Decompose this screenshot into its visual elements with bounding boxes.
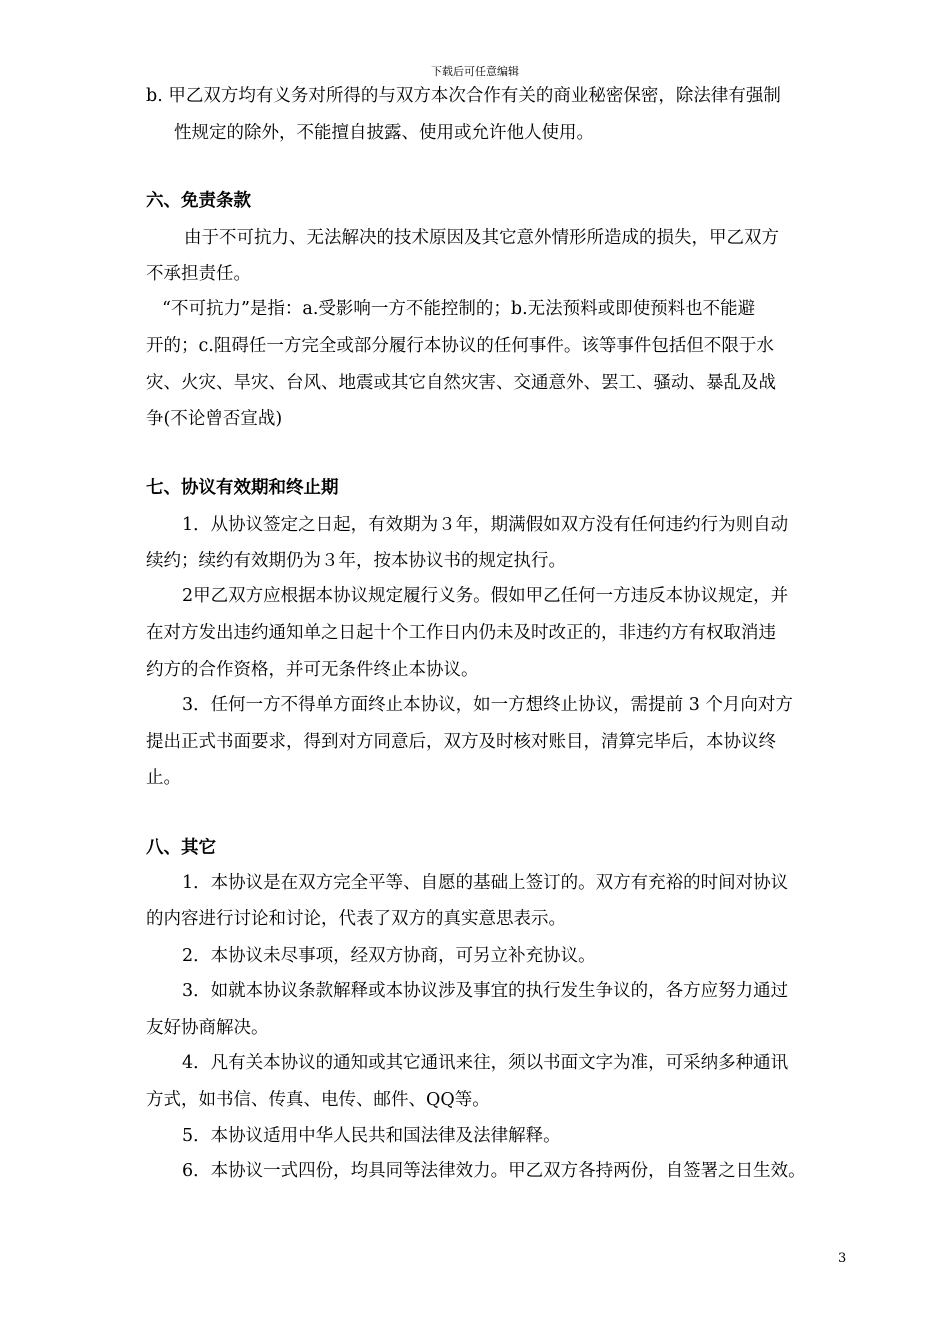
section-8-heading: 八、其它 <box>146 838 216 858</box>
section-6-p2-line-2: 开的；c.阻碍任一方完全或部分履行本协议的任何事件。该等事件包括但不限于水 <box>146 336 774 356</box>
section-6-p2-line-3: 灾、火灾、旱灾、台风、地震或其它自然灾害、交通意外、罢工、骚动、暴乱及战 <box>146 373 776 393</box>
section-6-p1-line-2: 不承担责任。 <box>146 264 251 284</box>
section-7-p1-line-1: 1．从协议签定之日起，有效期为３年，期满假如双方没有任何违约行为则自动 <box>182 515 789 535</box>
section-7-p3-line-2: 提出正式书面要求，得到对方同意后，双方及时核对账目，清算完毕后，本协议终 <box>146 732 776 752</box>
section-8-p3-line-1: 3．如就本协议条款解释或本协议涉及事宜的执行发生争议的，各方应努力通过 <box>182 981 789 1001</box>
section-8-p3-line-2: 友好协商解决。 <box>146 1018 269 1038</box>
page-number: 3 <box>838 1251 847 1266</box>
page-header: 下载后可任意编辑 <box>431 65 519 78</box>
section-7-p2-line-2: 在对方发出违约通知单之日起十个工作日内仍未及时改正的，非违约方有权取消违 <box>146 623 776 643</box>
section-8-p4-line-2: 方式，如书信、传真、电传、邮件、QQ等。 <box>146 1090 490 1110</box>
section-7-p2-line-1: 2甲乙双方应根据本协议规定履行义务。假如甲乙任何一方违反本协议规定，并 <box>182 586 789 606</box>
section-6-heading: 六、免责条款 <box>146 191 251 211</box>
clause-b-line-2: 性规定的除外，不能擅自披露、使用或允许他人使用。 <box>174 123 594 143</box>
section-7-heading: 七、协议有效期和终止期 <box>146 478 339 498</box>
section-8-p1-line-1: 1．本协议是在双方完全平等、自愿的基础上签订的。双方有充裕的时间对协议 <box>182 873 789 893</box>
section-6-p2-line-1: “不可抗力”是指：a.受影响一方不能控制的；b.无法预料或即使预料也不能避 <box>162 299 756 319</box>
section-8-p2-line-1: 2．本协议未尽事项，经双方协商，可另立补充协议。 <box>182 946 596 966</box>
section-8-p1-line-2: 的内容进行讨论和讨论，代表了双方的真实意思表示。 <box>146 909 566 929</box>
clause-b-line-1: b. 甲乙双方均有义务对所得的与双方本次合作有关的商业秘密保密，除法律有强制 <box>146 86 781 106</box>
section-6-p1-line-1: 由于不可抗力、无法解决的技术原因及其它意外情形所造成的损失，甲乙双方 <box>184 228 779 248</box>
section-7-p2-line-3: 约方的合作资格，并可无条件终止本协议。 <box>146 660 479 680</box>
section-8-p6-line-1: 6．本协议一式四份，均具同等法律效力。甲乙双方各持两份，自签署之日生效。 <box>182 1161 806 1181</box>
section-7-p3-line-1: 3．任何一方不得单方面终止本协议，如一方想终止协议，需提前 3 个月向对方 <box>182 695 793 715</box>
section-6-p2-line-4: 争(不论曾否宣战) <box>146 409 283 429</box>
section-8-p5-line-1: 5．本协议适用中华人民共和国法律及法律解释。 <box>182 1126 561 1146</box>
section-7-p3-line-3: 止。 <box>146 768 181 788</box>
section-8-p4-line-1: 4．凡有关本协议的通知或其它通讯来往，须以书面文字为准，可采纳多种通讯 <box>182 1053 789 1073</box>
section-7-p1-line-2: 续约；续约有效期仍为３年，按本协议书的规定执行。 <box>146 551 566 571</box>
